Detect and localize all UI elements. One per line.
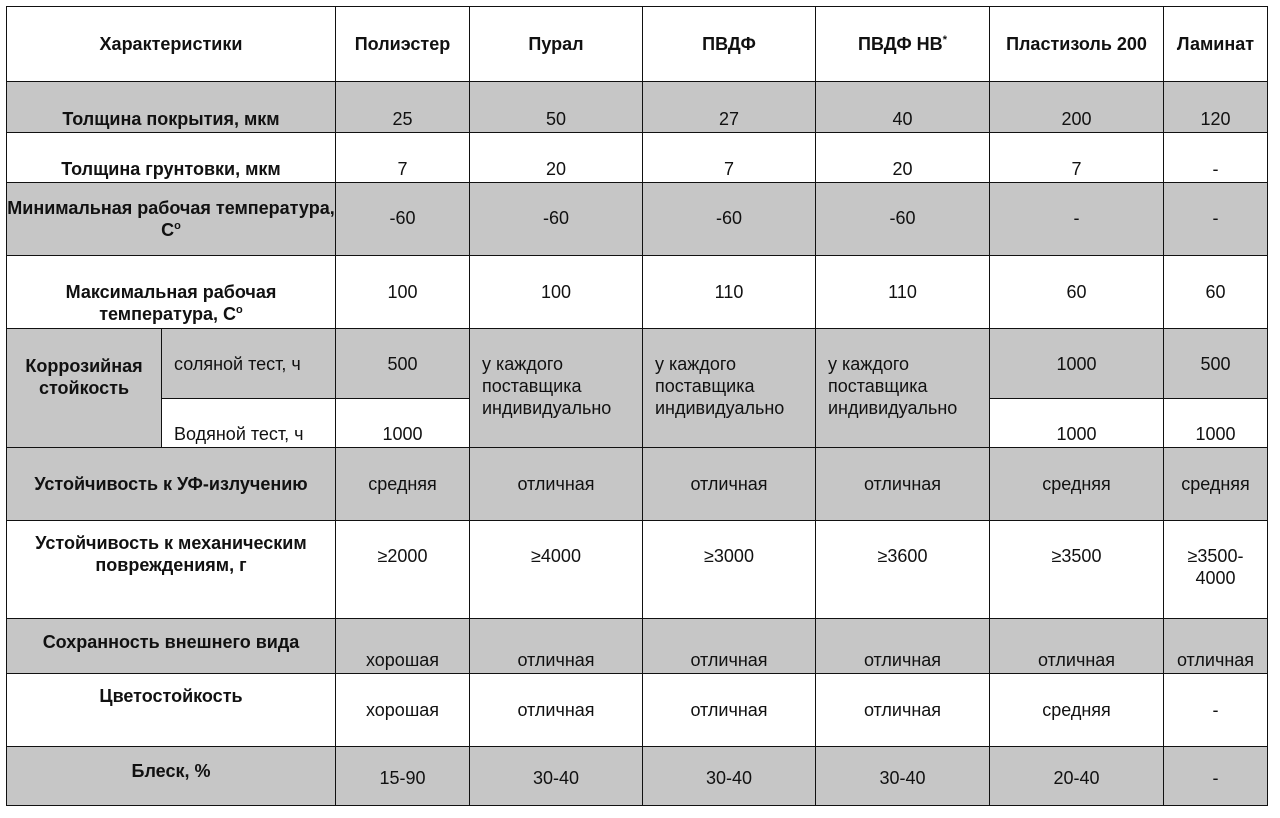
value-cell: 1000 [335, 398, 470, 448]
value-cell: - [1163, 132, 1268, 183]
value-cell: 30-40 [642, 746, 816, 806]
value-cell: средняя [989, 447, 1164, 521]
value-cell: средняя [335, 447, 470, 521]
value-cell: 40 [815, 81, 990, 133]
row-corrosion-label: Коррозийная стойкость [6, 328, 162, 448]
value-cell: 20-40 [989, 746, 1164, 806]
value-cell: отличная [815, 447, 990, 521]
value-cell: отличная [642, 447, 816, 521]
header-pural: Пурал [469, 6, 643, 82]
header-pvdf: ПВДФ [642, 6, 816, 82]
row-appearance-label: Сохранность внешнего вида [6, 618, 336, 674]
header-pvdf-hb: ПВДФ НВ* [815, 6, 990, 82]
corrosion-water-label: Водяной тест, ч [161, 398, 336, 448]
value-cell: ≥2000 [335, 520, 470, 619]
header-characteristics: Характеристики [6, 6, 336, 82]
header-plastisol: Пластизоль 200 [989, 6, 1164, 82]
value-cell: -60 [335, 182, 470, 256]
value-cell: 110 [642, 255, 816, 329]
value-cell: ≥4000 [469, 520, 643, 619]
value-cell: 100 [335, 255, 470, 329]
value-cell: 1000 [989, 328, 1164, 399]
value-cell: отличная [815, 618, 990, 674]
value-cell: ≥3000 [642, 520, 816, 619]
value-cell: - [989, 182, 1164, 256]
value-cell: хорошая [335, 673, 470, 747]
value-cell: ≥3600 [815, 520, 990, 619]
row-color-fastness-label: Цветостойкость [6, 673, 336, 747]
value-cell: 7 [335, 132, 470, 183]
value-cell: 20 [469, 132, 643, 183]
value-cell: -60 [815, 182, 990, 256]
value-cell: 110 [815, 255, 990, 329]
row-coating-thickness-label: Толщина покрытия, мкм [6, 81, 336, 133]
value-cell: - [1163, 182, 1268, 256]
value-cell: 200 [989, 81, 1164, 133]
value-cell: 30-40 [815, 746, 990, 806]
value-cell: отличная [642, 673, 816, 747]
row-min-temp-label: Минимальная рабочая температура, $С^о$ [6, 182, 336, 256]
value-cell: отличная [815, 673, 990, 747]
value-cell: ≥3500-4000 [1163, 520, 1268, 619]
value-cell: отличная [469, 618, 643, 674]
header-laminate: Ламинат [1163, 6, 1268, 82]
value-cell: 15-90 [335, 746, 470, 806]
row-max-temp-label: Максимальная рабочая температура, $С^о$ [6, 255, 336, 329]
value-cell: отличная [1163, 618, 1268, 674]
value-cell: 7 [989, 132, 1164, 183]
value-cell: 25 [335, 81, 470, 133]
row-uv-label: Устойчивость к УФ-излучению [6, 447, 336, 521]
value-cell: отличная [469, 673, 643, 747]
value-cell: отличная [469, 447, 643, 521]
value-cell: 500 [335, 328, 470, 399]
value-cell: 20 [815, 132, 990, 183]
supplier-note-cell: у каждого поставщика индивидуально [469, 328, 643, 448]
header-polyester: Полиэстер [335, 6, 470, 82]
value-cell: 120 [1163, 81, 1268, 133]
row-mechanical-label: Устойчивость к механическим повреждениям, г [6, 520, 336, 619]
value-cell: ≥3500 [989, 520, 1164, 619]
value-cell: 100 [469, 255, 643, 329]
value-cell: -60 [469, 182, 643, 256]
value-cell: 27 [642, 81, 816, 133]
value-cell: отличная [989, 618, 1164, 674]
value-cell: 7 [642, 132, 816, 183]
row-primer-thickness-label: Толщина грунтовки, мкм [6, 132, 336, 183]
value-cell: -60 [642, 182, 816, 256]
row-gloss-label: Блеск, % [6, 746, 336, 806]
value-cell: 500 [1163, 328, 1268, 399]
value-cell: средняя [989, 673, 1164, 747]
supplier-note-cell: у каждого поставщика индивидуально [815, 328, 990, 448]
value-cell: отличная [642, 618, 816, 674]
value-cell: - [1163, 746, 1268, 806]
value-cell: 60 [989, 255, 1164, 329]
value-cell: средняя [1163, 447, 1268, 521]
value-cell: хорошая [335, 618, 470, 674]
value-cell: 30-40 [469, 746, 643, 806]
characteristics-table [6, 6, 1268, 806]
value-cell: 60 [1163, 255, 1268, 329]
value-cell: 1000 [989, 398, 1164, 448]
value-cell: 50 [469, 81, 643, 133]
value-cell: - [1163, 673, 1268, 747]
supplier-note-cell: у каждого поставщика индивидуально [642, 328, 816, 448]
value-cell: 1000 [1163, 398, 1268, 448]
corrosion-salt-label: соляной тест, ч [161, 328, 336, 399]
